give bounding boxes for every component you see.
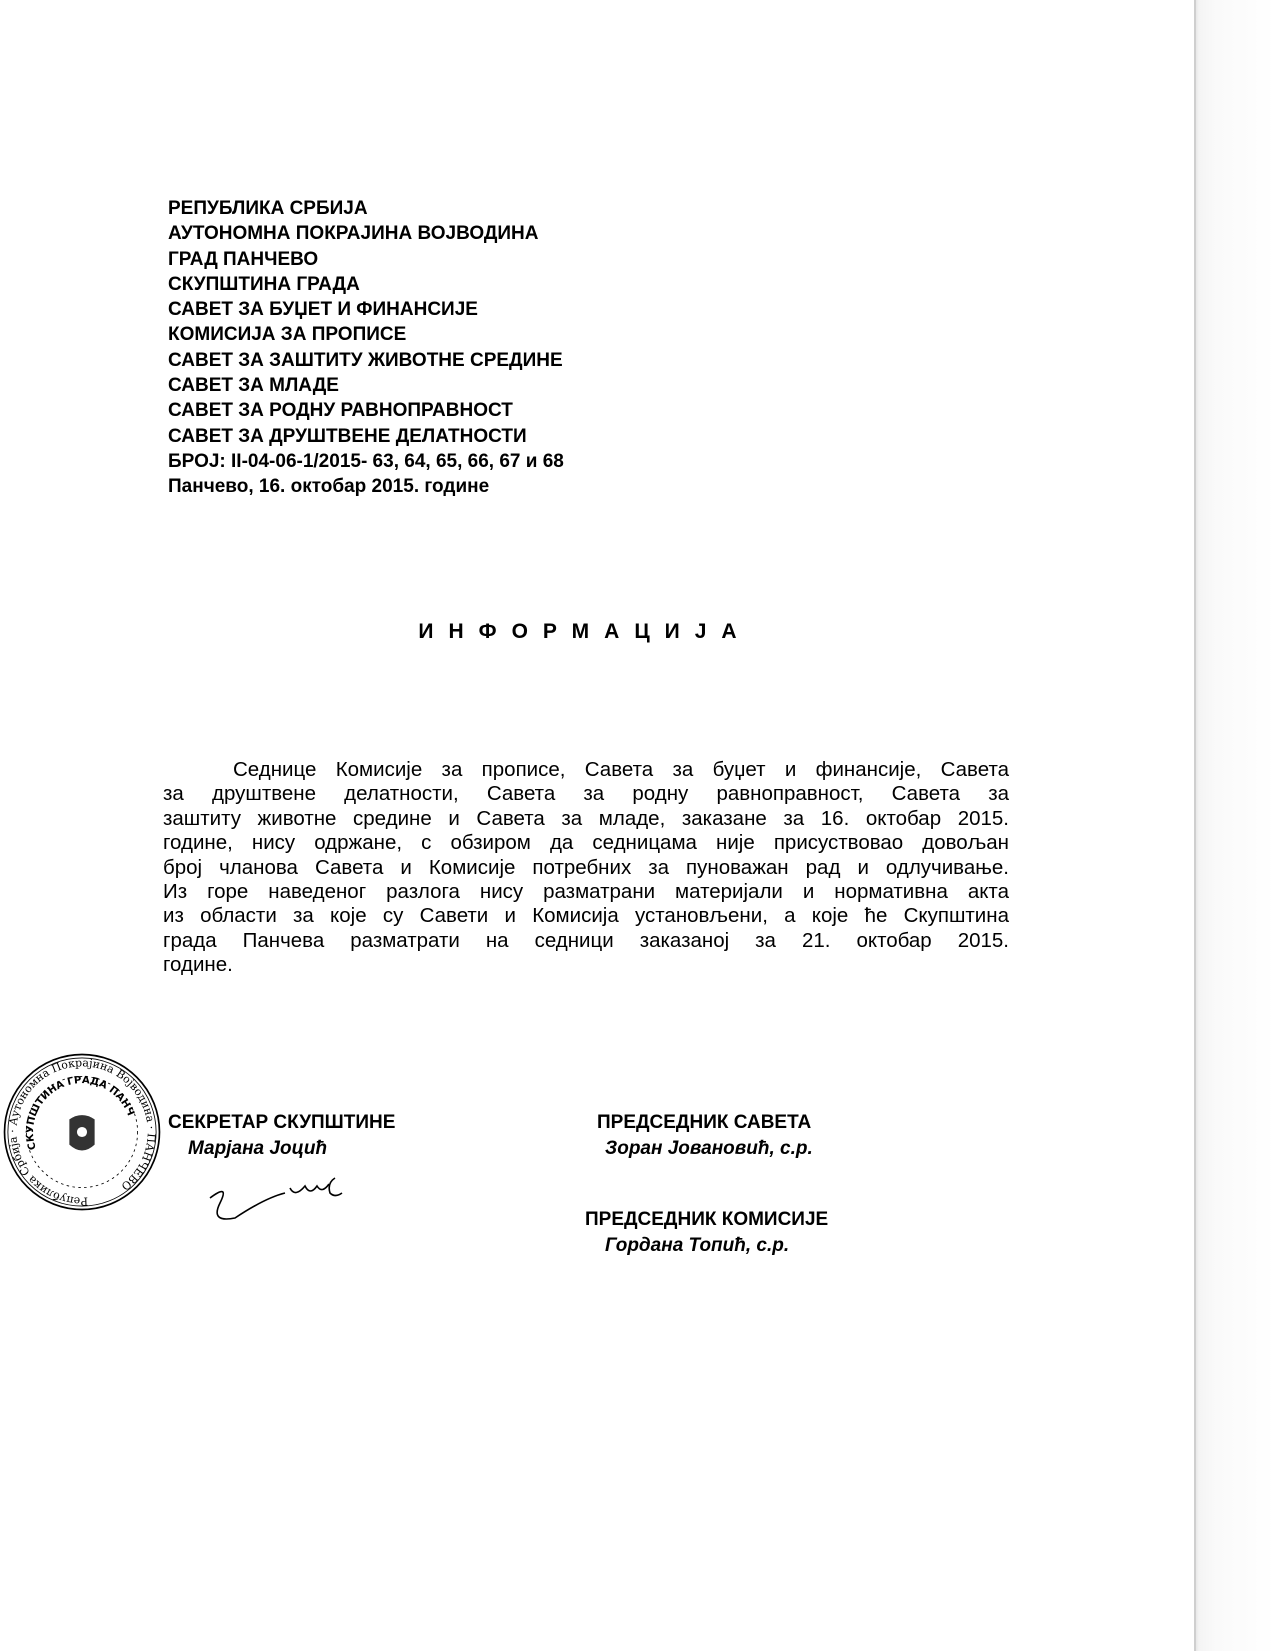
header-line: САВЕТ ЗА РОДНУ РАВНОПРАВНОСТ bbox=[168, 400, 513, 422]
scan-edge bbox=[1196, 0, 1275, 1651]
header-line: САВЕТ ЗА БУЏЕТ И ФИНАНСИЈЕ bbox=[168, 299, 478, 321]
header-line: САВЕТ ЗА ДРУШТВЕНЕ ДЕЛАТНОСТИ bbox=[168, 425, 527, 447]
body-line: града Панчева разматрати на седници заказаној за 21. октобар 2015. bbox=[163, 928, 1009, 952]
secretary-name: Марјана Јоцић bbox=[188, 1138, 328, 1159]
body-line: године, нису одржане, с обзиром да седницама није присуствовао довољан bbox=[163, 831, 1009, 855]
council-president-role: ПРЕДСЕДНИК САВЕТА bbox=[597, 1112, 812, 1133]
document-date: Панчево, 16. октобар 2015. године bbox=[168, 476, 490, 498]
header-line: РЕПУБЛИКА СРБИЈА bbox=[168, 198, 368, 219]
document-header bbox=[168, 196, 564, 500]
commission-president-signature-block bbox=[585, 1209, 828, 1257]
body-line: заштиту животне средине и Савета за младе, заказане за 16. октобар 2015. bbox=[163, 806, 1009, 830]
body-line: Седнице Комисије за прописе, Савета за буџет и финансије, Савета bbox=[233, 758, 1009, 781]
body-line: Из горе наведеног разлога нису разматрани материјали и нормативна акта bbox=[163, 880, 1009, 904]
secretary-signature-block bbox=[168, 1112, 395, 1160]
document-title: ИНФОРМАЦИЈА bbox=[418, 620, 752, 643]
body-line: број чланова Савета и Комисије потребних за пуноважан рад и одлучивање. bbox=[163, 855, 1009, 879]
svg-text:СКУПШТИНА ГРАДА ПАНЧЕВА: СКУПШТИНА ГРАДА ПАНЧЕВА bbox=[25, 1075, 136, 1151]
header-line: САВЕТ ЗА ЗАШТИТУ ЖИВОТНЕ СРЕДИНЕ bbox=[168, 349, 563, 371]
scan-edge-line bbox=[1194, 0, 1196, 1651]
commission-president-role: ПРЕДСЕДНИК КОМИСИЈЕ bbox=[585, 1209, 829, 1230]
council-president-name: Зоран Јовановић, с.р. bbox=[605, 1138, 813, 1159]
secretary-role: СЕКРЕТАР СКУПШТИНЕ bbox=[168, 1112, 396, 1133]
document-number: БРОЈ: II-04-06-1/2015- 63, 64, 65, 66, 67 и 68 bbox=[168, 450, 564, 472]
body-line: из области за које су Савети и Комисија установљени, а које ће Скупштина bbox=[163, 904, 1009, 928]
header-line: САВЕТ ЗА МЛАДЕ bbox=[168, 375, 339, 397]
svg-text:Република Србија · Аутономна П: Република Србија · Аутономна Покрајина Војводина · ПАНЧЕВО bbox=[6, 1056, 158, 1208]
council-president-signature-block bbox=[597, 1112, 813, 1160]
commission-president-name: Гордана Топић, с.р. bbox=[605, 1235, 790, 1256]
header-line: ГРАД ПАНЧЕВО bbox=[168, 248, 319, 270]
header-line: КОМИСИЈА ЗА ПРОПИСЕ bbox=[168, 324, 407, 346]
body-line: за друштвене делатности, Савета за родну равноправност, Савета за bbox=[163, 782, 1009, 806]
body-paragraph bbox=[163, 758, 1009, 978]
handwritten-signature bbox=[190, 1168, 360, 1228]
official-stamp bbox=[2, 1052, 162, 1212]
header-line: СКУПШТИНА ГРАДА bbox=[168, 273, 360, 295]
header-line: АУТОНОМНА ПОКРАЈИНА ВОЈВОДИНА bbox=[168, 223, 539, 245]
coat-of-arms-icon bbox=[69, 1115, 94, 1150]
body-line: године. bbox=[163, 953, 233, 977]
